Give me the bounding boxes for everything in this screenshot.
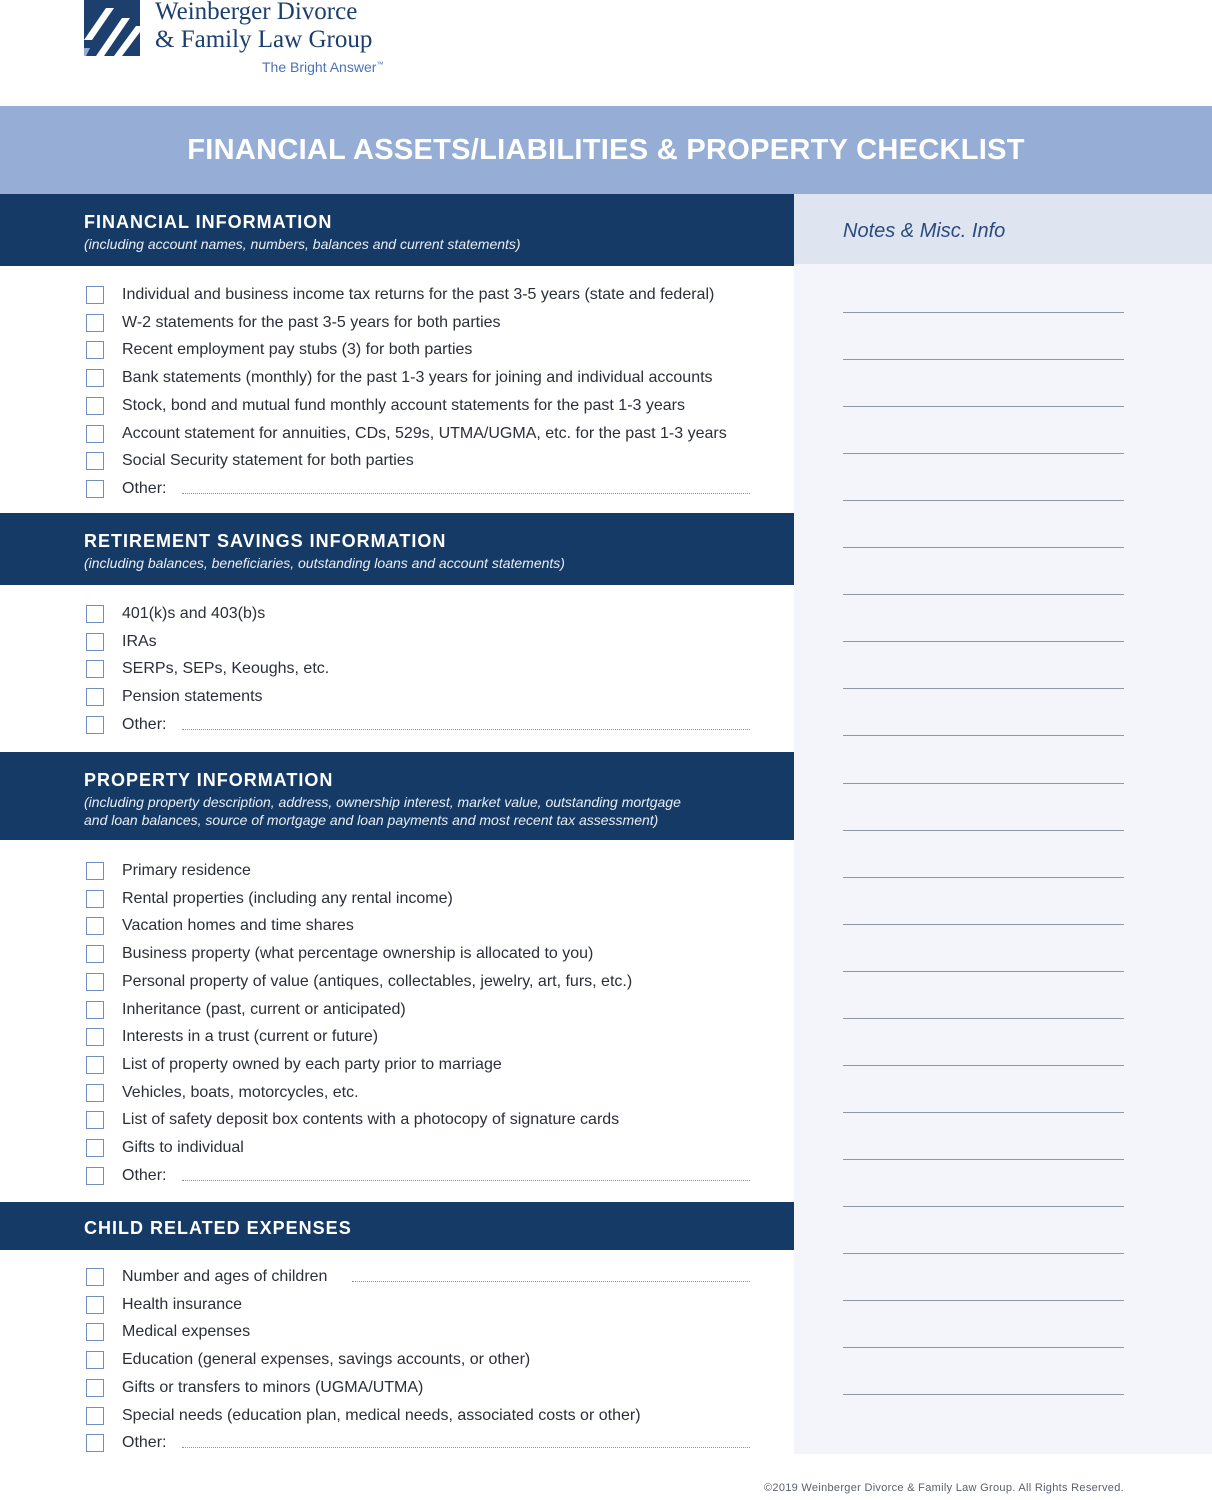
section-subtitle: and loan balances, source of mortgage and loan payments and most recent tax assessment) (84, 812, 659, 828)
fill-in-line[interactable] (352, 1281, 750, 1282)
note-line[interactable] (843, 1018, 1124, 1019)
checklist-item-label: Gifts or transfers to minors (UGMA/UTMA) (122, 1379, 424, 1396)
checklist-item-label: Rental properties (including any rental income) (122, 890, 453, 907)
checkbox[interactable] (86, 688, 104, 706)
checklist-item[interactable] (86, 1267, 756, 1291)
checkbox[interactable] (86, 480, 104, 498)
checklist-item-label: Interests in a trust (current or future) (122, 1028, 379, 1045)
section-header-child-related-expenses (0, 1202, 794, 1250)
checklist-item[interactable] (86, 424, 756, 448)
checklist-item-label: SERPs, SEPs, Keoughs, etc. (122, 660, 330, 677)
checklist-item[interactable] (86, 861, 756, 885)
checklist-item-label: Bank statements (monthly) for the past 1-3 years for joining and individual accounts (122, 369, 713, 386)
checklist-item-label: Medical expenses (122, 1323, 251, 1340)
checkbox[interactable] (86, 1296, 104, 1314)
checklist-item[interactable] (86, 972, 756, 996)
note-line[interactable] (843, 1253, 1124, 1254)
trademark-mark: ™ (376, 61, 384, 69)
checklist-item-label: Primary residence (122, 862, 251, 879)
fill-in-line[interactable] (182, 729, 750, 730)
checkbox[interactable] (86, 341, 104, 359)
checkbox[interactable] (86, 286, 104, 304)
checkbox[interactable] (86, 1001, 104, 1019)
checklist-item[interactable] (86, 1322, 756, 1346)
checklist-item-label: Individual and business income tax returns for the past 3-5 years (state and federal) (122, 286, 715, 303)
checklist-item-label: Gifts to individual (122, 1139, 244, 1156)
checklist-item-label: IRAs (122, 633, 157, 650)
note-line[interactable] (843, 877, 1124, 878)
checkbox[interactable] (86, 1167, 104, 1185)
checklist-item[interactable] (86, 659, 756, 683)
checkbox[interactable] (86, 1056, 104, 1074)
company-tagline (262, 59, 383, 75)
checkbox[interactable] (86, 452, 104, 470)
note-line[interactable] (843, 924, 1124, 925)
checklist-item-label: List of property owned by each party prior to marriage (122, 1056, 502, 1073)
note-line[interactable] (843, 406, 1124, 407)
note-line[interactable] (843, 971, 1124, 972)
notes-column (794, 194, 1212, 1454)
note-line[interactable] (843, 1300, 1124, 1301)
page-title: FINANCIAL ASSETS/LIABILITIES & PROPERTY CHECKLIST (187, 133, 1025, 166)
checkbox[interactable] (86, 862, 104, 880)
note-line[interactable] (843, 735, 1124, 736)
fill-in-line[interactable] (182, 1447, 750, 1448)
title-band (0, 106, 1212, 194)
note-line[interactable] (843, 1394, 1124, 1395)
checkbox[interactable] (86, 633, 104, 651)
section-subtitle: (including account names, numbers, balances and current statements) (84, 236, 521, 252)
checklist-item[interactable] (86, 604, 756, 628)
checklist-item-label: Other: (122, 1167, 167, 1184)
checkbox[interactable] (86, 1268, 104, 1286)
checklist-item-label: Recent employment pay stubs (3) for both parties (122, 341, 473, 358)
checklist-item-label: Social Security statement for both parties (122, 452, 414, 469)
checkbox[interactable] (86, 369, 104, 387)
note-line[interactable] (843, 453, 1124, 454)
checklist-item-label: Number and ages of children (122, 1268, 328, 1285)
checklist-item[interactable] (86, 1350, 756, 1374)
checklist-item[interactable] (86, 1083, 756, 1107)
checklist-item[interactable] (86, 1000, 756, 1024)
checkbox[interactable] (86, 1379, 104, 1397)
checkbox[interactable] (86, 605, 104, 623)
section-header-property-information (0, 752, 794, 840)
section-header-financial-information (0, 194, 794, 266)
checkbox[interactable] (86, 1111, 104, 1129)
note-line[interactable] (843, 1112, 1124, 1113)
checkbox[interactable] (86, 425, 104, 443)
checkbox[interactable] (86, 1139, 104, 1157)
checklist-item[interactable] (86, 687, 756, 711)
note-line[interactable] (843, 1159, 1124, 1160)
company-name-line2: & Family Law Group (155, 26, 373, 53)
note-line[interactable] (843, 1347, 1124, 1348)
checkbox[interactable] (86, 945, 104, 963)
checklist-item-label: Vehicles, boats, motorcycles, etc. (122, 1084, 359, 1101)
checkbox[interactable] (86, 716, 104, 734)
checkbox[interactable] (86, 1351, 104, 1369)
checklist-item-label: Other: (122, 1434, 167, 1451)
note-line[interactable] (843, 547, 1124, 548)
checklist-item[interactable] (86, 1110, 756, 1134)
fill-in-line[interactable] (182, 1180, 750, 1181)
company-logo (84, 0, 444, 90)
fill-in-line[interactable] (182, 493, 750, 494)
checklist-item[interactable] (86, 396, 756, 420)
checklist-item-label: Pension statements (122, 688, 263, 705)
checklist-item[interactable] (86, 340, 756, 364)
checklist-item-label: 401(k)s and 403(b)s (122, 605, 266, 622)
checklist-item-label: Stock, bond and mutual fund monthly account statements for the past 1-3 years (122, 397, 685, 414)
checklist-item[interactable] (86, 368, 756, 392)
checklist-item-label: Business property (what percentage ownership is allocated to you) (122, 945, 594, 962)
checkbox[interactable] (86, 1028, 104, 1046)
checklist-item[interactable] (86, 313, 756, 337)
note-line[interactable] (843, 1065, 1124, 1066)
checklist-item[interactable] (86, 1433, 756, 1457)
checkbox[interactable] (86, 890, 104, 908)
note-line[interactable] (843, 594, 1124, 595)
tagline-text: The Bright Answer (262, 59, 377, 75)
checkbox[interactable] (86, 660, 104, 678)
section-title: CHILD RELATED EXPENSES (84, 1218, 352, 1238)
checkbox[interactable] (86, 397, 104, 415)
checklist-item[interactable] (86, 1055, 756, 1079)
checklist-item[interactable] (86, 1295, 756, 1319)
checkbox[interactable] (86, 1407, 104, 1425)
note-line[interactable] (843, 500, 1124, 501)
company-name (155, 0, 372, 54)
checklist-item[interactable] (86, 916, 756, 940)
note-line[interactable] (843, 783, 1124, 784)
section-title: FINANCIAL INFORMATION (84, 212, 333, 232)
checklist-item-label: W-2 statements for the past 3-5 years for both parties (122, 314, 501, 331)
checklist-item-label: Vacation homes and time shares (122, 917, 354, 934)
notes-header (794, 194, 1212, 264)
note-line[interactable] (843, 641, 1124, 642)
checklist-item-label: List of safety deposit box contents with a photocopy of signature cards (122, 1111, 620, 1128)
checklist-item-label: Personal property of value (antiques, collectables, jewelry, art, furs, etc.) (122, 973, 633, 990)
logo-mark-icon (84, 0, 140, 56)
checklist-item[interactable] (86, 285, 756, 309)
checklist-item[interactable] (86, 1027, 756, 1051)
section-header-retirement-savings-information (0, 513, 794, 585)
company-name-line1: Weinberger Divorce (155, 0, 358, 25)
checklist-item-label: Other: (122, 480, 167, 497)
checkbox[interactable] (86, 1434, 104, 1452)
section-title: PROPERTY INFORMATION (84, 770, 334, 790)
checklist-item[interactable] (86, 1166, 756, 1190)
checklist-item-label: Inheritance (past, current or anticipated) (122, 1001, 406, 1018)
checklist-item[interactable] (86, 451, 756, 475)
checkbox[interactable] (86, 1323, 104, 1341)
section-subtitle: (including property description, address, ownership interest, market value, outstanding mortgage (84, 794, 681, 810)
checklist-item-label: Other: (122, 716, 167, 733)
checkbox[interactable] (86, 1084, 104, 1102)
checklist-item[interactable] (86, 479, 756, 503)
checklist-item-label: Education (general expenses, savings accounts, or other) (122, 1351, 531, 1368)
checklist-item[interactable] (86, 1378, 756, 1402)
checklist-item[interactable] (86, 1138, 756, 1162)
checklist-item[interactable] (86, 632, 756, 656)
note-line[interactable] (843, 688, 1124, 689)
checkbox[interactable] (86, 314, 104, 332)
note-line[interactable] (843, 830, 1124, 831)
checklist-item-label: Special needs (education plan, medical needs, associated costs or other) (122, 1407, 641, 1424)
section-title: RETIREMENT SAVINGS INFORMATION (84, 531, 447, 551)
copyright-footer: ©2019 Weinberger Divorce & Family Law Group. All Rights Reserved. (764, 1482, 1124, 1494)
checklist-item-label: Health insurance (122, 1296, 243, 1313)
checkbox[interactable] (86, 973, 104, 991)
notes-title: Notes & Misc. Info (843, 220, 1006, 242)
checkbox[interactable] (86, 917, 104, 935)
checklist-item[interactable] (86, 1406, 756, 1430)
note-line[interactable] (843, 359, 1124, 360)
checklist-item[interactable] (86, 889, 756, 913)
note-line[interactable] (843, 312, 1124, 313)
note-line[interactable] (843, 1206, 1124, 1207)
checklist-item[interactable] (86, 715, 756, 739)
checklist-item-label: Account statement for annuities, CDs, 529s, UTMA/UGMA, etc. for the past 1-3 years (122, 425, 727, 442)
checklist-item[interactable] (86, 944, 756, 968)
section-subtitle: (including balances, beneficiaries, outstanding loans and account statements) (84, 555, 565, 571)
